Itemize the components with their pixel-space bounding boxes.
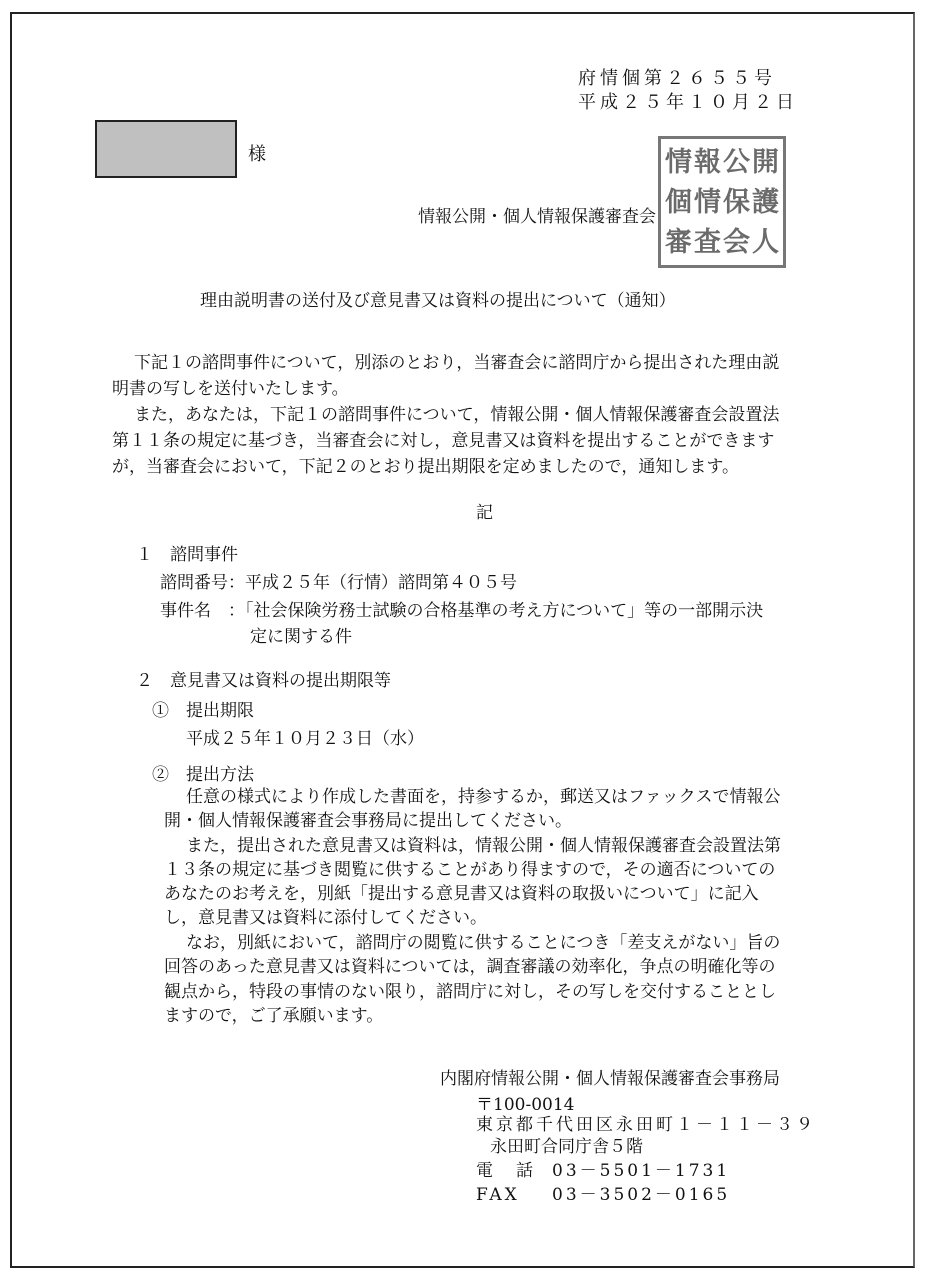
document-date: 平成２５年１０月２日	[578, 92, 798, 113]
method-paragraph-line: し，意見書又は資料に添付してください。	[164, 908, 487, 928]
document-number: 府情個第２６５５号	[578, 68, 776, 89]
fax-number: 03－3502－0165	[552, 1185, 731, 1205]
seal-char: 査	[694, 226, 721, 258]
section2-heading: ２ 意見書又は資料の提出期限等	[136, 671, 391, 691]
seal-char: 審	[665, 226, 692, 258]
address-building: 永田町合同庁舎５階	[490, 1137, 643, 1157]
seal-char: 護	[752, 186, 779, 218]
method-paragraph-line: また，提出された意見書又は資料は，情報公開・個人情報保護審査会設置法第	[186, 836, 781, 856]
deadline-heading: ① 提出期限	[152, 701, 254, 721]
inquiry-number: 諮問番号：平成２５年（行情）諮問第４０５号	[160, 573, 517, 593]
method-paragraph-line: 任意の様式により作成した書面を，持参するか，郵送又はファックスで情報公	[186, 787, 781, 807]
address-line: 東京都千代田区永田町１－１１－３９	[476, 1115, 816, 1135]
document-title: 理由説明書の送付及び意見書又は資料の提出について（通知）	[200, 291, 676, 311]
seal-char: 公	[723, 146, 750, 178]
case-name: 事件名 ：「社会保険労務士試験の合格基準の考え方について」等の一部開示決	[160, 601, 764, 621]
official-seal	[658, 136, 786, 268]
case-name-continued: 定に関する件	[250, 627, 352, 647]
seal-char: 個	[665, 186, 692, 218]
method-paragraph-line: ますので，ご了承願います。	[164, 1006, 384, 1026]
seal-char: 保	[723, 186, 750, 218]
method-paragraph-line: １３条の規定に基づき閲覧に供することがあり得ますので，その適否についての	[164, 860, 776, 880]
method-paragraph-line: あなたのお考えを，別紙「提出する意見書又は資料の取扱いについて」に記入	[164, 884, 759, 904]
method-paragraph-line: 開・個人情報保護審査会事務局に提出してください。	[164, 811, 572, 831]
ki-heading: 記	[476, 503, 493, 523]
seal-char: 人	[752, 226, 779, 258]
intro-line: が，当審査会において，下記２のとおり提出期限を定めましたので，通知します。	[112, 457, 739, 477]
section1-heading: １ 諮問事件	[136, 545, 238, 565]
seal-char: 情	[665, 146, 692, 178]
seal-char: 報	[694, 146, 721, 178]
intro-line: 明書の写しを送付いたします。	[112, 379, 349, 399]
method-heading: ② 提出方法	[152, 765, 254, 785]
seal-char: 情	[694, 186, 721, 218]
method-paragraph-line: 回答のあった意見書又は資料については，調査審議の効率化，争点の明確化等の	[164, 957, 776, 977]
seal-char: 開	[752, 146, 779, 178]
seal-char: 会	[723, 226, 750, 258]
fax-label: FAX	[476, 1185, 520, 1205]
postal-code: 〒100-0014	[476, 1095, 575, 1115]
method-paragraph-line: なお，別紙において，諮問庁の閲覧に供することにつき「差支えがない」旨の	[186, 933, 781, 953]
recipient-suffix: 様	[248, 144, 266, 165]
office-name: 内閣府情報公開・個人情報保護審査会事務局	[440, 1069, 780, 1089]
intro-line: 下記１の諮問事件について，別添のとおり，当審査会に諮問庁から提出された理由説	[134, 353, 780, 373]
sender-name: 情報公開・個人情報保護審査会	[418, 207, 656, 227]
phone-label: 電 話	[476, 1161, 536, 1181]
intro-line: また，あなたは，下記１の諮問事件について，情報公開・個人情報保護審査会設置法	[134, 405, 780, 425]
deadline-date: 平成２５年１０月２３日（水）	[186, 729, 424, 749]
redacted-recipient-name	[95, 120, 237, 178]
method-paragraph-line: 観点から，特段の事情のない限り，諮問庁に対し，その写しを交付することとし	[164, 982, 776, 1002]
phone-number: 03－5501－1731	[552, 1161, 731, 1181]
intro-line: 第１１条の規定に基づき，当審査会に対し，意見書又は資料を提出することができます	[112, 431, 775, 451]
